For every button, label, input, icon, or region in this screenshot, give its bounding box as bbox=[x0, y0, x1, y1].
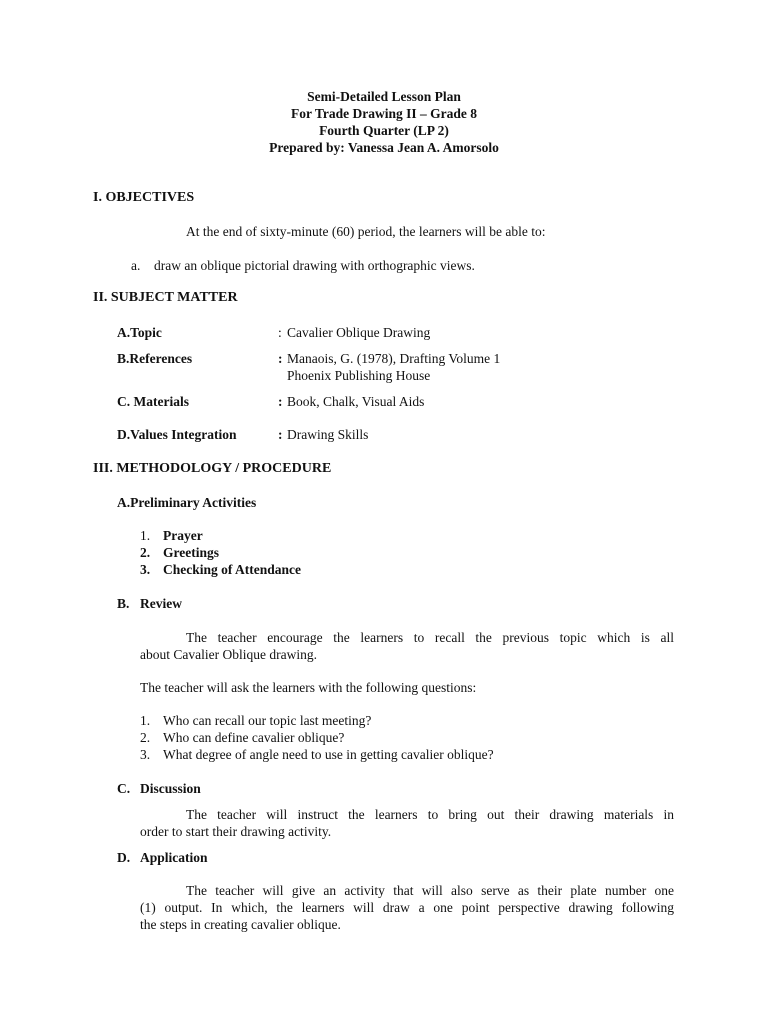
application-marker: D. bbox=[117, 850, 131, 865]
review-heading: Review bbox=[140, 596, 182, 611]
review-question-num: 3. bbox=[140, 747, 151, 762]
materials-colon: : bbox=[278, 394, 283, 409]
application-paragraph-line: the steps in creating cavalier oblique. bbox=[140, 917, 341, 932]
methodology-heading: III. METHODOLOGY / PROCEDURE bbox=[93, 461, 332, 476]
topic-label: A.Topic bbox=[117, 325, 162, 340]
review-question-num: 2. bbox=[140, 730, 151, 745]
review-question-num: 1. bbox=[140, 713, 151, 728]
topic-colon: : bbox=[278, 325, 282, 340]
references-label: B.References bbox=[117, 351, 193, 366]
materials-label: C. Materials bbox=[117, 394, 189, 409]
application-paragraph-line: The teacher will give an activity that will also serve as their plate number one bbox=[186, 883, 674, 898]
review-question: Who can recall our topic last meeting? bbox=[163, 713, 372, 728]
review-question: Who can define cavalier oblique? bbox=[163, 730, 345, 745]
review-marker: B. bbox=[117, 596, 130, 611]
values-integration-value: Drawing Skills bbox=[287, 427, 369, 442]
topic-value: Cavalier Oblique Drawing bbox=[287, 325, 431, 340]
discussion-paragraph-line: The teacher will instruct the learners to bring out their drawing materials in bbox=[186, 807, 674, 822]
review-questions-intro: The teacher will ask the learners with the following questions: bbox=[140, 680, 477, 695]
application-heading: Application bbox=[140, 850, 208, 865]
header-subject: For Trade Drawing II – Grade 8 bbox=[291, 106, 477, 121]
references-colon: : bbox=[278, 351, 283, 366]
discussion-marker: C. bbox=[117, 781, 131, 796]
discussion-heading: Discussion bbox=[140, 781, 201, 796]
preliminary-heading: A.Preliminary Activities bbox=[117, 495, 257, 510]
preliminary-item-num: 2. bbox=[140, 545, 151, 560]
preliminary-item-num: 1. bbox=[140, 528, 151, 543]
references-value: Manaois, G. (1978), Drafting Volume 1 bbox=[287, 351, 501, 366]
preliminary-item-num: 3. bbox=[140, 562, 151, 577]
application-paragraph-line: (1) output. In which, the learners will draw a one point perspective drawing following bbox=[140, 900, 674, 915]
preliminary-item-greetings: Greetings bbox=[163, 545, 219, 560]
materials-value: Book, Chalk, Visual Aids bbox=[287, 394, 425, 409]
values-integration-label: D.Values Integration bbox=[117, 427, 237, 442]
header-author: Prepared by: Vanessa Jean A. Amorsolo bbox=[269, 140, 499, 155]
review-paragraph-line: The teacher encourage the learners to recall the previous topic which is all bbox=[186, 630, 674, 645]
header-title: Semi-Detailed Lesson Plan bbox=[307, 89, 461, 104]
review-question: What degree of angle need to use in getting cavalier oblique? bbox=[163, 747, 494, 762]
header-quarter: Fourth Quarter (LP 2) bbox=[319, 123, 449, 138]
preliminary-item-prayer: Prayer bbox=[163, 528, 203, 543]
objectives-heading: I. OBJECTIVES bbox=[93, 190, 195, 205]
values-integration-colon: : bbox=[278, 427, 283, 442]
references-value-cont: Phoenix Publishing House bbox=[287, 368, 431, 383]
review-paragraph-line: about Cavalier Oblique drawing. bbox=[140, 647, 317, 662]
subject-matter-heading: II. SUBJECT MATTER bbox=[93, 290, 238, 305]
preliminary-item-attendance: Checking of Attendance bbox=[163, 562, 301, 577]
objective-item-text: draw an oblique pictorial drawing with orthographic views. bbox=[154, 258, 475, 273]
objective-item-marker: a. bbox=[131, 258, 141, 273]
objectives-intro: At the end of sixty-minute (60) period, the learners will be able to: bbox=[186, 224, 546, 239]
discussion-paragraph-line: order to start their drawing activity. bbox=[140, 824, 332, 839]
